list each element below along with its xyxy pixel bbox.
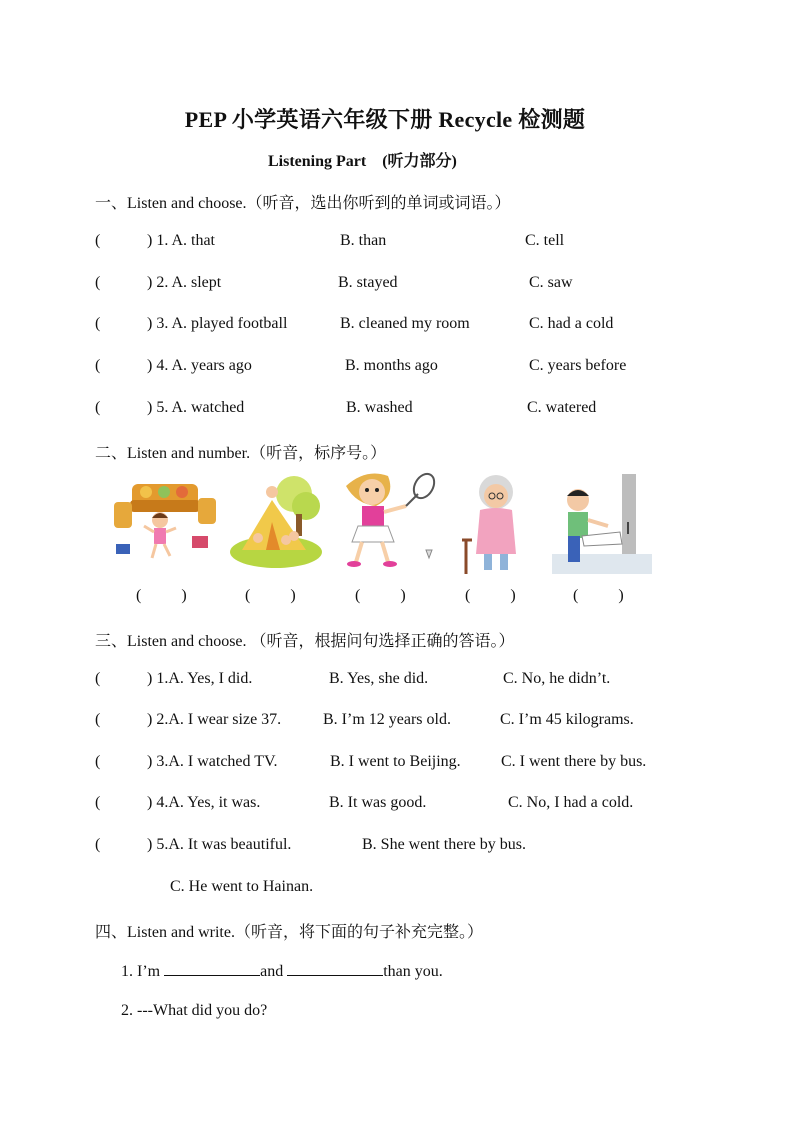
picture-camping-tent	[228, 470, 326, 570]
answer-bracket[interactable]: (	[95, 670, 101, 687]
option-a: ) 3.A. I watched TV.	[147, 753, 278, 770]
option-c: C. saw	[529, 274, 573, 291]
option-c: C. No, I had a cold.	[508, 794, 634, 811]
answer-bracket[interactable]: (	[95, 399, 101, 416]
picture-broken-leg-boy	[552, 474, 652, 574]
section-3-heading: 三、Listen and choose. （听音，根据问句选择正确的答语。）	[95, 633, 515, 650]
picture-4-bracket[interactable]: ( )	[465, 587, 516, 604]
option-a: ) 2. A. slept	[147, 274, 222, 291]
picture-1-bracket[interactable]: ( )	[136, 587, 187, 604]
option-b: B. washed	[346, 399, 413, 416]
option-b: B. cleaned my room	[340, 315, 470, 332]
answer-bracket[interactable]: (	[95, 274, 101, 291]
option-c: C. He went to Hainan.	[170, 878, 314, 895]
answer-bracket[interactable]: (	[95, 315, 101, 332]
option-c: C. I went there by bus.	[501, 753, 647, 770]
picture-5-bracket[interactable]: ( )	[573, 587, 624, 604]
answer-blank[interactable]	[287, 961, 383, 976]
option-a: ) 1. A. that	[147, 232, 215, 249]
picture-2-bracket[interactable]: ( )	[245, 587, 296, 604]
answer-bracket[interactable]: (	[95, 711, 101, 728]
section-1-heading: 一、Listen and choose.（听音，选出你听到的单词或词语。）	[95, 195, 511, 212]
answer-bracket[interactable]: (	[95, 794, 101, 811]
option-a: ) 5.A. It was beautiful.	[147, 836, 292, 853]
option-c: C. I’m 45 kilograms.	[500, 711, 634, 728]
option-c: C. tell	[525, 232, 565, 249]
answer-blank[interactable]	[164, 961, 260, 976]
option-c: C. No, he didn’t.	[503, 670, 611, 687]
answer-bracket[interactable]: (	[95, 357, 101, 374]
option-a: ) 3. A. played football	[147, 315, 288, 332]
q1-part-3: than you.	[383, 963, 443, 980]
answer-bracket[interactable]: (	[95, 232, 101, 249]
option-b: B. She went there by bus.	[362, 836, 526, 853]
option-c: C. had a cold	[529, 315, 614, 332]
answer-bracket[interactable]: (	[95, 836, 101, 853]
picture-grandmother	[458, 470, 532, 574]
option-a: ) 1.A. Yes, I did.	[147, 670, 253, 687]
option-a: ) 2.A. I wear size 37.	[147, 711, 282, 728]
write-question-1	[121, 961, 443, 981]
option-b: B. I went to Beijing.	[330, 753, 461, 770]
option-c: C. years before	[529, 357, 627, 374]
option-b: B. months ago	[345, 357, 438, 374]
q1-part-2: and	[260, 963, 284, 980]
q1-part-1: 1. I’m	[121, 963, 161, 980]
option-b: B. Yes, she did.	[329, 670, 429, 687]
option-b: B. than	[340, 232, 387, 249]
page-subtitle: Listening Part (听力部分)	[268, 153, 457, 170]
page-title: PEP 小学英语六年级下册 Recycle 检测题	[184, 107, 586, 132]
option-a: ) 4.A. Yes, it was.	[147, 794, 261, 811]
option-c: C. watered	[527, 399, 597, 416]
option-a: ) 5. A. watched	[147, 399, 245, 416]
option-b: B. stayed	[338, 274, 398, 291]
answer-bracket[interactable]: (	[95, 753, 101, 770]
option-b: B. It was good.	[329, 794, 427, 811]
option-a: ) 4. A. years ago	[147, 357, 252, 374]
picture-living-room	[112, 474, 218, 570]
picture-3-bracket[interactable]: ( )	[355, 587, 406, 604]
section-2-heading: 二、Listen and number.（听音，标序号。）	[95, 445, 387, 462]
picture-badminton-girl	[336, 466, 438, 570]
section-4-heading: 四、Listen and write.（听音，将下面的句子补充完整。）	[95, 924, 483, 941]
option-b: B. I’m 12 years old.	[323, 711, 451, 728]
write-question-2: 2. ---What did you do?	[121, 1002, 268, 1019]
